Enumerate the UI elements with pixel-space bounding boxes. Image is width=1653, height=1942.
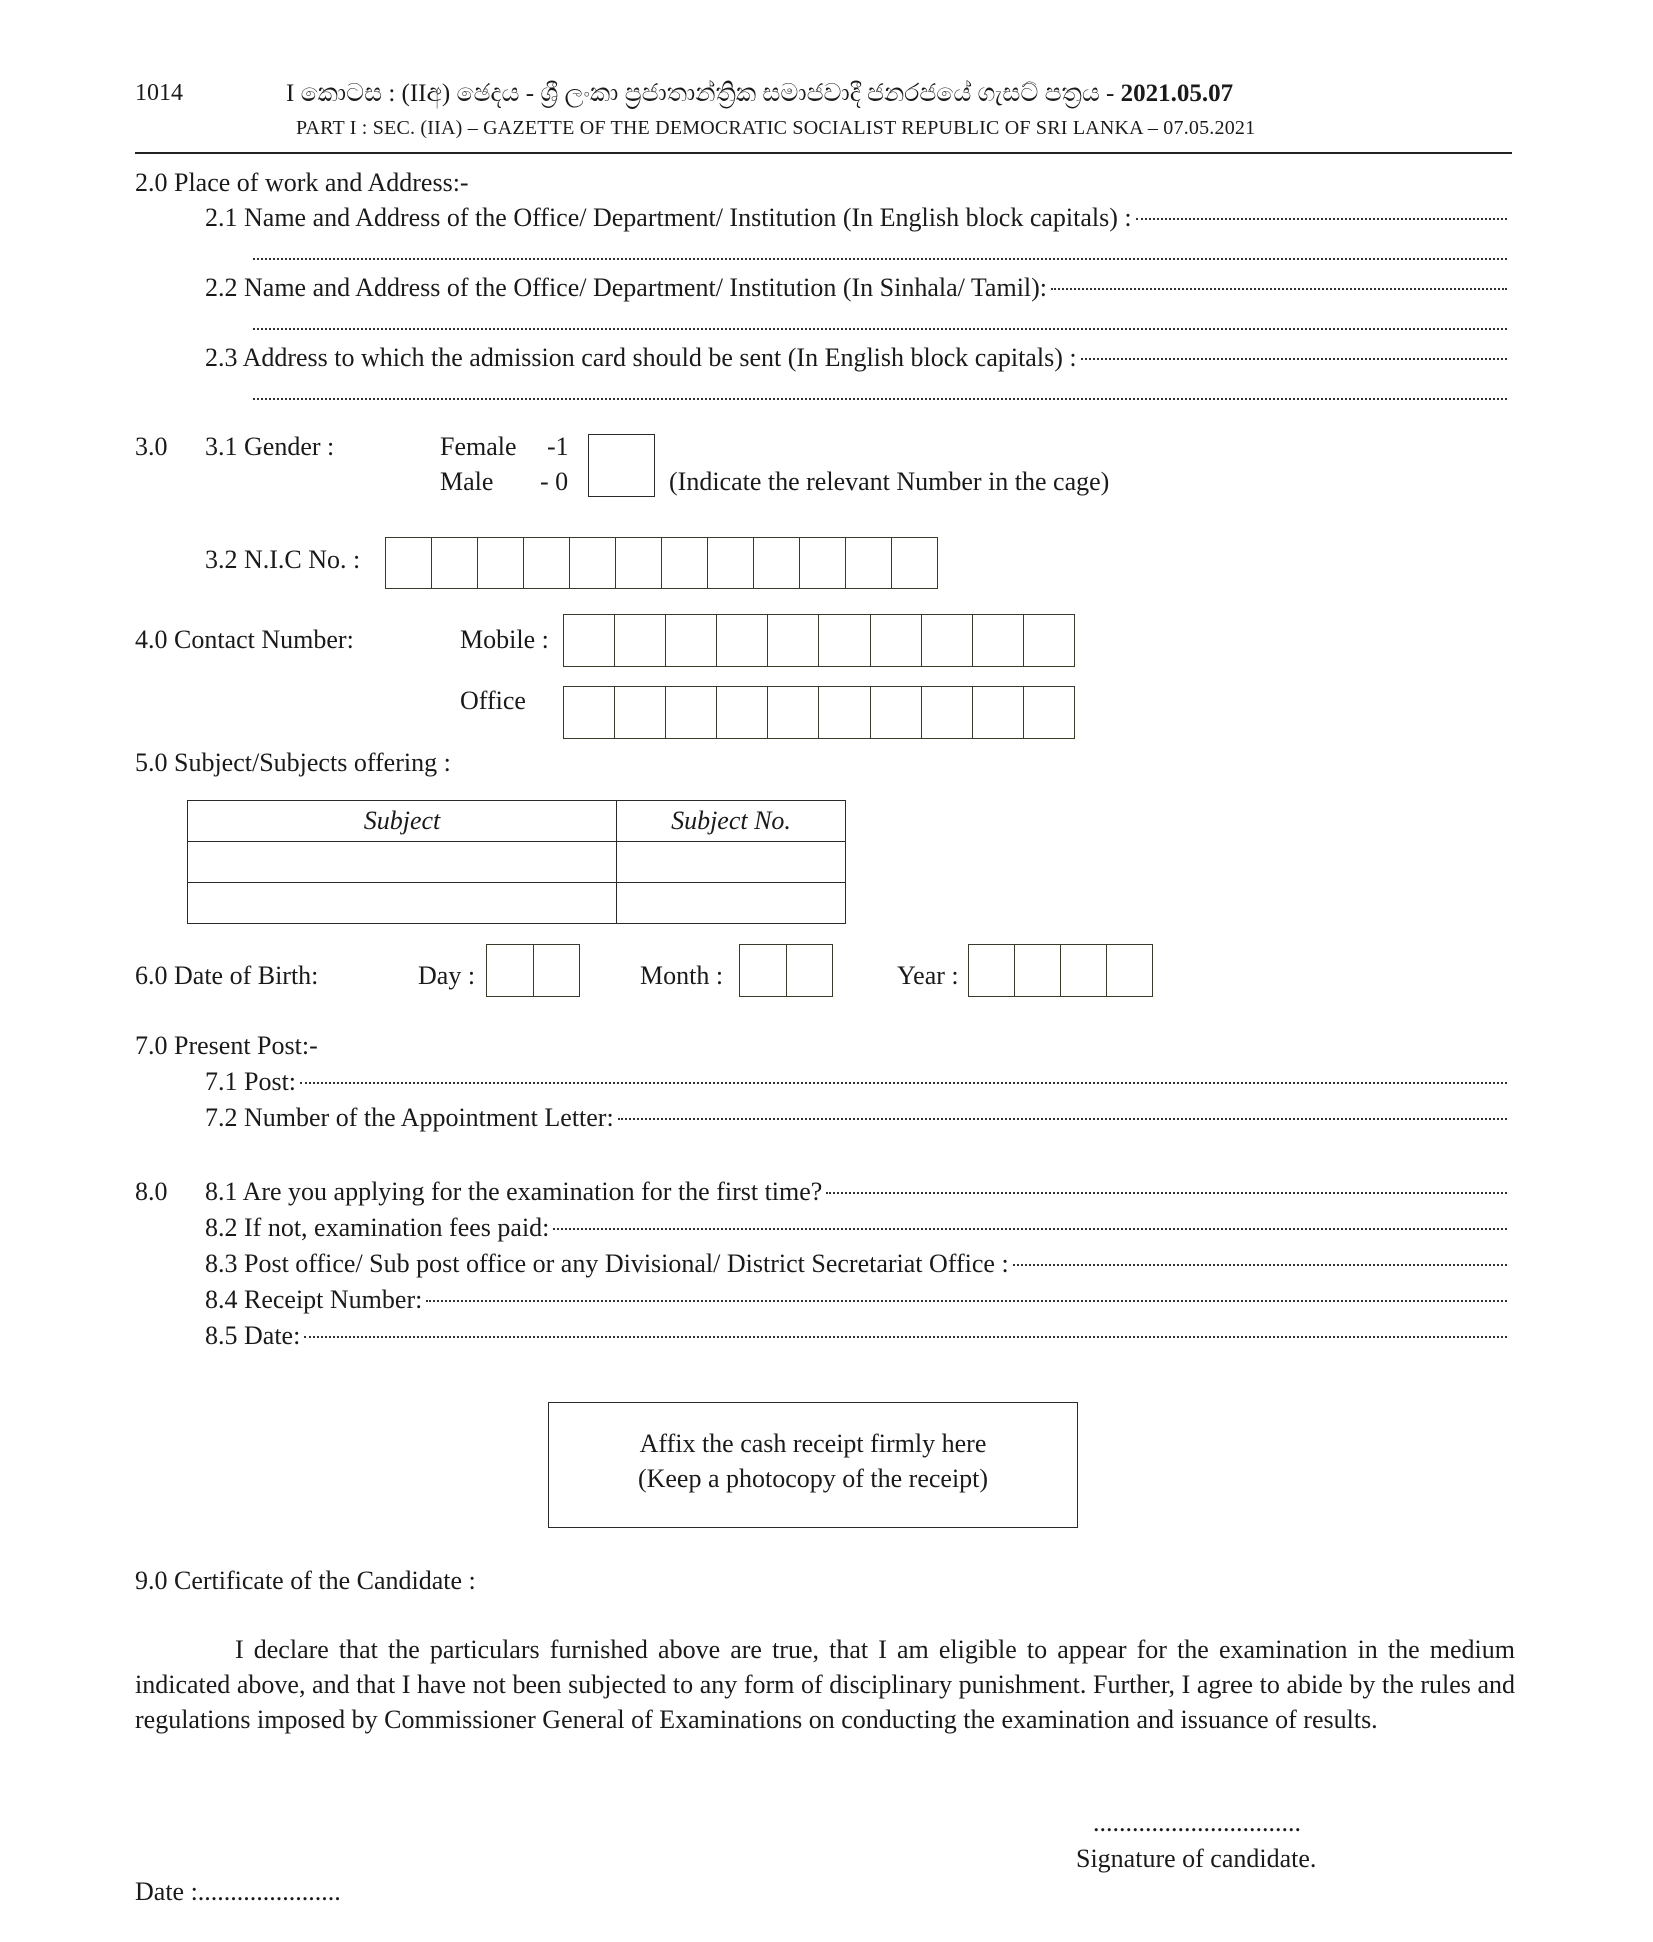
section-2-heading: 2.0 Place of work and Address:- <box>135 168 469 197</box>
gender-female-code: -1 <box>547 432 569 461</box>
field-8-1-dots <box>826 1192 1507 1194</box>
field-8-2[interactable] <box>205 1213 1507 1243</box>
subject-table <box>187 800 846 924</box>
cash-receipt-box[interactable] <box>548 1402 1078 1528</box>
gender-code-box[interactable] <box>588 434 655 497</box>
office-digit-box[interactable] <box>1024 687 1074 738</box>
month-label: Month : <box>640 961 724 990</box>
field-2-1[interactable] <box>205 203 1507 233</box>
nic-digit-box[interactable] <box>800 538 846 588</box>
subject-no-cell[interactable] <box>617 883 846 924</box>
field-7-1-dots <box>300 1082 1507 1084</box>
office-digit-box[interactable] <box>819 687 870 738</box>
nic-digit-box[interactable] <box>432 538 478 588</box>
sinhala-title-date: 2021.05.07 <box>1120 80 1234 107</box>
office-digit-box[interactable] <box>768 687 819 738</box>
field-2-1-dots <box>1136 218 1507 220</box>
field-2-3-line-2[interactable] <box>253 398 1507 400</box>
year-digit-box[interactable] <box>969 945 1015 996</box>
sinhala-title-text: I කොටස : (IIඅ) ඡෙදය - ශ්‍රී ලංකා ප්‍රජාතාන්ත්‍රික සමාජවාදී ජනරජයේ ගැසට් පත්‍රය - <box>286 80 1121 107</box>
day-label: Day : <box>418 961 476 990</box>
nic-digit-box[interactable] <box>846 538 892 588</box>
mobile-digit-box[interactable] <box>615 615 666 666</box>
field-8-1[interactable] <box>205 1177 1507 1207</box>
mobile-number-boxes[interactable] <box>563 614 1075 667</box>
receipt-box-line-2: (Keep a photocopy of the receipt) <box>637 1464 989 1493</box>
nic-number-boxes[interactable] <box>385 537 938 589</box>
receipt-box-line-1: Affix the cash receipt firmly here <box>639 1429 987 1458</box>
header-rule <box>135 152 1512 154</box>
mobile-digit-box[interactable] <box>666 615 717 666</box>
field-8-1-label: 8.1 Are you applying for the examination for the first time? <box>205 1177 823 1206</box>
nic-digit-box[interactable] <box>708 538 754 588</box>
office-label: Office <box>460 686 526 715</box>
nic-digit-box[interactable] <box>616 538 662 588</box>
nic-digit-box[interactable] <box>570 538 616 588</box>
office-digit-box[interactable] <box>717 687 768 738</box>
section-4-heading: 4.0 Contact Number: <box>135 625 354 654</box>
office-digit-box[interactable] <box>666 687 717 738</box>
year-label: Year : <box>897 961 959 990</box>
section-8-number: 8.0 <box>135 1177 168 1206</box>
field-8-4[interactable] <box>205 1285 1507 1315</box>
sinhala-gazette-title <box>286 80 1233 108</box>
nic-digit-box[interactable] <box>524 538 570 588</box>
field-7-2[interactable] <box>205 1103 1507 1133</box>
year-digit-box[interactable] <box>1107 945 1152 996</box>
nic-digit-box[interactable] <box>754 538 800 588</box>
field-7-2-dots <box>618 1118 1507 1120</box>
office-digit-box[interactable] <box>871 687 922 738</box>
year-boxes[interactable] <box>968 944 1153 997</box>
year-digit-box[interactable] <box>1061 945 1107 996</box>
day-boxes[interactable] <box>486 944 580 997</box>
section-6-heading: 6.0 Date of Birth: <box>135 961 319 990</box>
field-2-3-dots <box>1081 358 1507 360</box>
mobile-digit-box[interactable] <box>564 615 615 666</box>
english-gazette-title <box>296 117 1255 140</box>
subject-cell[interactable] <box>188 883 617 924</box>
nic-digit-box[interactable] <box>478 538 524 588</box>
office-digit-box[interactable] <box>564 687 615 738</box>
field-7-1-label: 7.1 Post: <box>205 1067 297 1096</box>
field-8-4-label: 8.4 Receipt Number: <box>205 1285 423 1314</box>
field-8-2-label: 8.2 If not, examination fees paid: <box>205 1213 550 1242</box>
office-number-boxes[interactable] <box>563 686 1075 739</box>
year-digit-box[interactable] <box>1015 945 1061 996</box>
month-boxes[interactable] <box>739 944 833 997</box>
field-2-2[interactable] <box>205 273 1507 303</box>
field-8-4-dots <box>426 1300 1507 1302</box>
nic-digit-box[interactable] <box>662 538 708 588</box>
field-2-1-label: 2.1 Name and Address of the Office/ Department/ Institution (In English block capitals) : <box>205 203 1132 232</box>
month-digit-box[interactable] <box>740 945 787 996</box>
gender-male-code: - 0 <box>540 467 569 496</box>
field-2-3-label: 2.3 Address to which the admission card should be sent (In English block capitals) : <box>205 343 1077 372</box>
page-number: 1014 <box>135 80 183 106</box>
field-2-2-line-2[interactable] <box>253 328 1507 330</box>
section-3-number: 3.0 <box>135 432 168 461</box>
table-row <box>188 842 846 883</box>
section-9-heading: 9.0 Certificate of the Candidate : <box>135 1566 476 1595</box>
signature-dots[interactable]: ................................ <box>1093 1808 1301 1837</box>
subject-no-cell[interactable] <box>617 842 846 883</box>
declaration-text: I declare that the particulars furnished above are true, that I am eligible to appear for the examination in the medium indicated above, and that I have not been subjected to any form of disciplinary punishment. Further, I agree to abide by the rules and regulations imposed by Commissioner General of Examinations on conducting the examination and issuance of results. <box>135 1635 1515 1734</box>
subject-column-header: Subject <box>188 801 617 842</box>
field-8-3-label: 8.3 Post office/ Sub post office or any Divisional/ District Secretariat Office : <box>205 1249 1009 1278</box>
field-2-3[interactable] <box>205 343 1507 373</box>
day-digit-box[interactable] <box>534 945 580 996</box>
subject-table-header <box>188 801 846 842</box>
english-title-text: (IIA) – GAZETTE OF THE DEMOCRATIC SOCIALIST REPUBLIC OF SRI LANKA – 07.05.2021 <box>415 117 1256 139</box>
subject-no-column-header: Subject No. <box>617 801 846 842</box>
nic-digit-box[interactable] <box>386 538 432 588</box>
field-2-1-line-2[interactable] <box>253 258 1507 260</box>
field-8-5[interactable] <box>205 1321 1507 1351</box>
field-8-3-dots <box>1013 1264 1507 1266</box>
gender-female: Female <box>440 432 517 461</box>
mobile-digit-box[interactable] <box>922 615 973 666</box>
field-8-5-dots <box>304 1336 1507 1338</box>
field-2-2-dots <box>1051 288 1507 290</box>
field-7-1[interactable] <box>205 1067 1507 1097</box>
day-digit-box[interactable] <box>487 945 534 996</box>
nic-label: 3.2 N.I.C No. : <box>205 545 361 574</box>
mobile-digit-box[interactable] <box>871 615 922 666</box>
mobile-label: Mobile : <box>460 625 549 654</box>
office-digit-box[interactable] <box>973 687 1024 738</box>
table-row <box>188 883 846 924</box>
field-8-2-dots <box>553 1228 1507 1230</box>
mobile-digit-box[interactable] <box>768 615 819 666</box>
section-7-heading: 7.0 Present Post:- <box>135 1031 318 1060</box>
nic-digit-box[interactable] <box>892 538 937 588</box>
office-digit-box[interactable] <box>615 687 666 738</box>
gender-label: 3.1 Gender : <box>205 432 335 461</box>
date-field[interactable]: Date :...................... <box>135 1877 341 1906</box>
declaration-paragraph <box>135 1632 1515 1737</box>
month-digit-box[interactable] <box>787 945 833 996</box>
mobile-digit-box[interactable] <box>819 615 870 666</box>
mobile-digit-box[interactable] <box>1024 615 1074 666</box>
field-7-2-label: 7.2 Number of the Appointment Letter: <box>205 1103 614 1132</box>
field-2-2-label: 2.2 Name and Address of the Office/ Department/ Institution (In Sinhala/ Tamil): <box>205 273 1048 302</box>
field-8-3[interactable] <box>205 1249 1507 1279</box>
section-5-heading: 5.0 Subject/Subjects offering : <box>135 748 451 777</box>
office-digit-box[interactable] <box>922 687 973 738</box>
signature-label: Signature of candidate. <box>1076 1844 1317 1873</box>
mobile-digit-box[interactable] <box>973 615 1024 666</box>
gender-instruction: (Indicate the relevant Number in the cage) <box>669 467 1110 496</box>
subject-cell[interactable] <box>188 842 617 883</box>
field-8-5-label: 8.5 Date: <box>205 1321 301 1350</box>
mobile-digit-box[interactable] <box>717 615 768 666</box>
gender-male: Male <box>440 467 494 496</box>
part-section-label: PART I : SEC. <box>296 117 416 139</box>
